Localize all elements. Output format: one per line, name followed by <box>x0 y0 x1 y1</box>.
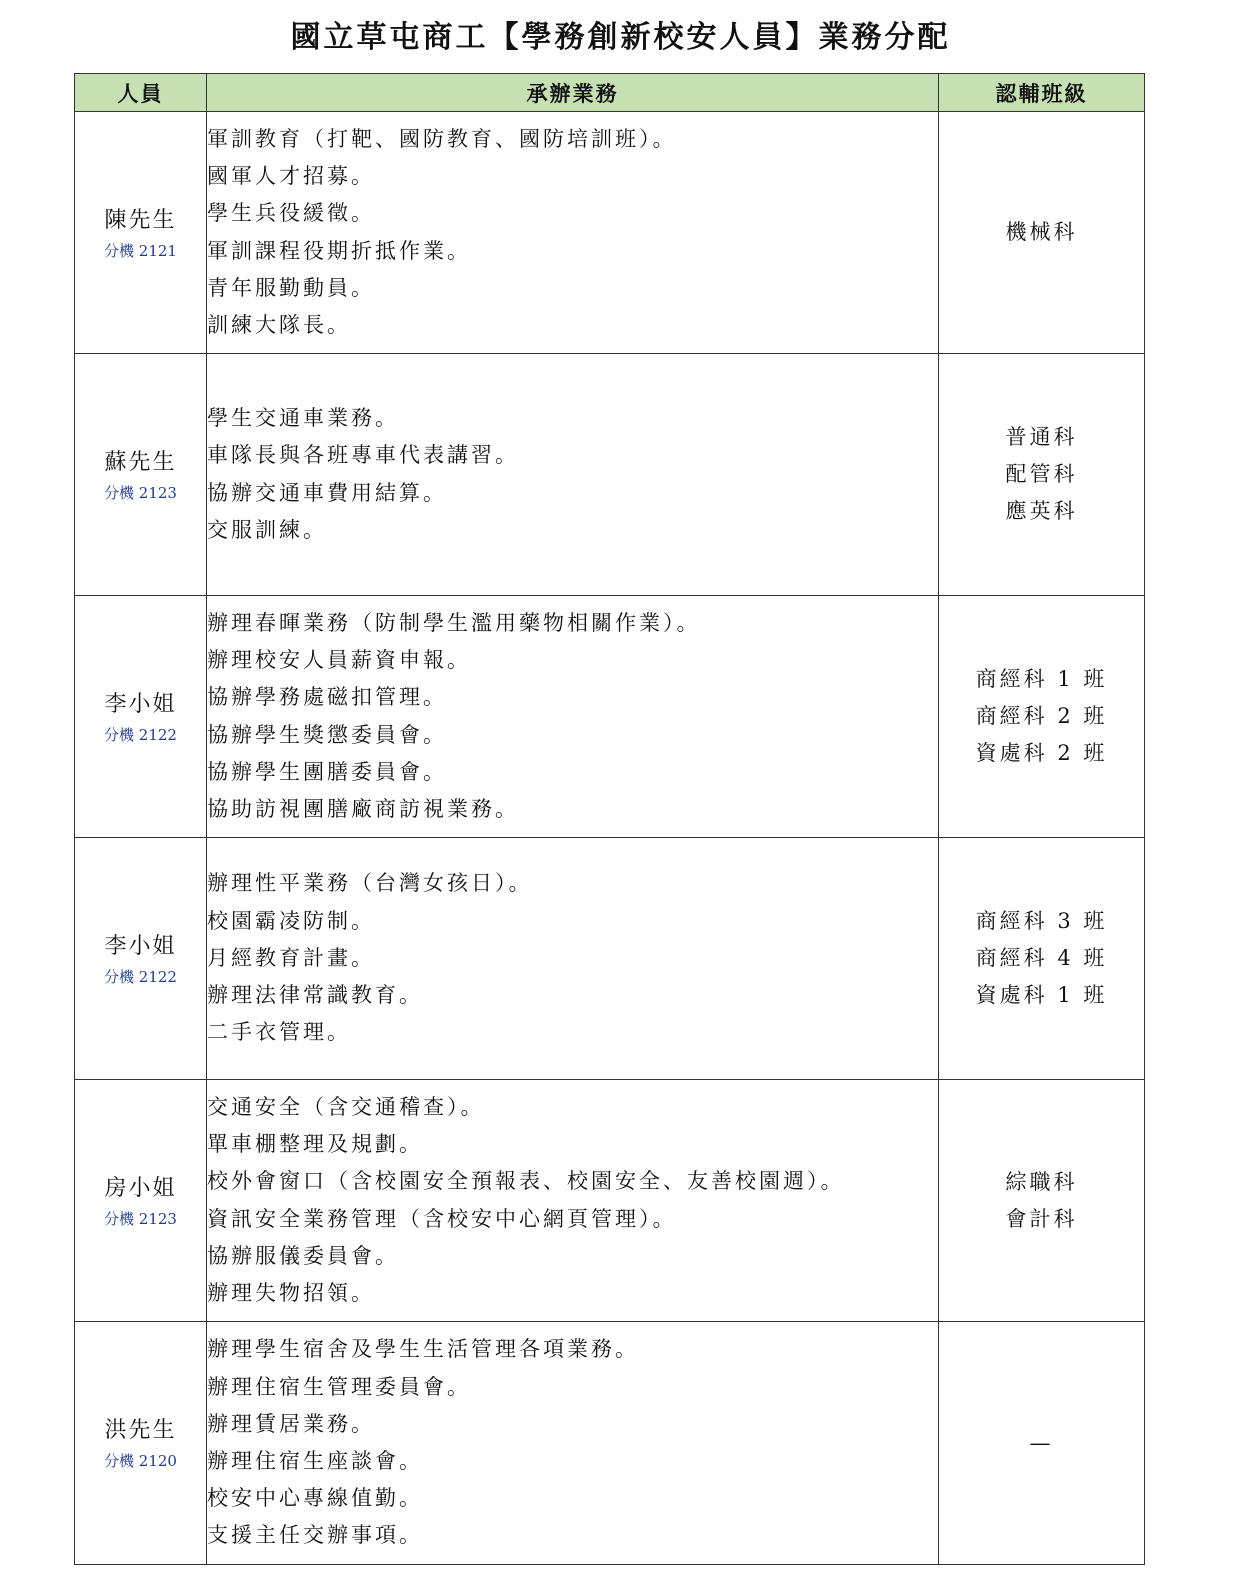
duty-item: 校安中心專線值勤。 <box>207 1486 423 1511</box>
classes-cell <box>939 1322 1145 1565</box>
duty-item: 訓練大隊長。 <box>207 312 351 337</box>
duties-cell <box>207 354 939 596</box>
table-header-row <box>75 74 1145 112</box>
header-classes: 認輔班級 <box>939 74 1145 112</box>
person-cell <box>75 354 207 596</box>
duty-item: 支援主任交辦事項。 <box>207 1523 423 1548</box>
table-body <box>75 112 1145 1565</box>
duty-item: 協辦學生團膳委員會。 <box>207 759 447 784</box>
classes-cell <box>939 838 1145 1080</box>
duty-item: 辦理學生宿舍及學生生活管理各項業務。 <box>207 1337 639 1362</box>
duty-item: 辦理失物招領。 <box>207 1280 375 1305</box>
class-item: 會計科 <box>1005 1206 1078 1231</box>
duty-item: 軍訓教育（打靶、國防教育、國防培訓班）。 <box>207 126 677 151</box>
extension-number: 分機 2121 <box>104 241 177 260</box>
duties-cell <box>207 1322 939 1565</box>
table-row <box>75 838 1145 1080</box>
extension-number: 分機 2122 <box>104 967 177 986</box>
duty-item: 校外會窗口（含校園安全預報表、校園安全、友善校園週）。 <box>207 1169 845 1194</box>
classes-cell <box>939 354 1145 596</box>
extension-number: 分機 2120 <box>104 1452 177 1470</box>
duty-item: 國軍人才招募。 <box>207 164 375 189</box>
duty-item: 協辦學務處磁扣管理。 <box>207 685 447 710</box>
extension-number: 分機 2123 <box>104 1209 177 1228</box>
person-cell <box>75 1322 207 1565</box>
duty-item: 辦理賃居業務。 <box>207 1411 375 1436</box>
classes-cell <box>939 1080 1145 1322</box>
person-cell <box>75 838 207 1080</box>
duty-item: 校園霸凌防制。 <box>207 908 375 933</box>
duty-item: 青年服勤動員。 <box>207 275 375 300</box>
duty-item: 協助訪視團膳廠商訪視業務。 <box>207 796 519 821</box>
duty-item: 辦理法律常識教育。 <box>207 983 423 1008</box>
class-item: 商經科 3 班 <box>975 909 1108 933</box>
header-duties: 承辦業務 <box>207 74 939 112</box>
class-item: 資處科 1 班 <box>975 983 1108 1007</box>
duty-assignment-table <box>74 73 1145 1565</box>
person-name: 李小姐 <box>104 933 177 959</box>
duty-item: 二手衣管理。 <box>207 1020 351 1045</box>
duty-item: 辦理性平業務（台灣女孩日）。 <box>207 871 533 896</box>
duty-item: 辦理住宿生管理委員會。 <box>207 1374 471 1399</box>
duty-item: 車隊長與各班專車代表講習。 <box>207 443 519 468</box>
class-item: — <box>1029 1430 1054 1455</box>
class-item: 綜職科 <box>1005 1169 1078 1194</box>
person-name: 房小姐 <box>104 1175 177 1201</box>
duties-cell <box>207 112 939 354</box>
class-item: 商經科 2 班 <box>975 704 1108 728</box>
classes-cell <box>939 112 1145 354</box>
person-name: 洪先生 <box>104 1418 177 1443</box>
duty-item: 學生交通車業務。 <box>207 406 399 431</box>
class-item: 商經科 4 班 <box>975 946 1108 970</box>
duty-item: 協辦學生獎懲委員會。 <box>207 722 447 747</box>
person-cell <box>75 112 207 354</box>
duty-item: 軍訓課程役期折抵作業。 <box>207 238 471 263</box>
class-item: 配管科 <box>1005 462 1078 486</box>
class-item: 商經科 1 班 <box>975 667 1108 691</box>
table-row <box>75 1080 1145 1322</box>
person-name: 李小姐 <box>104 691 177 717</box>
table-row <box>75 112 1145 354</box>
classes-cell <box>939 596 1145 838</box>
duty-item: 單車棚整理及規劃。 <box>207 1132 423 1157</box>
table-row <box>75 596 1145 838</box>
duty-item: 協辦交通車費用結算。 <box>207 480 447 505</box>
table-row <box>75 354 1145 596</box>
duty-item: 協辦服儀委員會。 <box>207 1243 399 1268</box>
duty-item: 交通安全（含交通稽查）。 <box>207 1094 485 1119</box>
extension-number: 分機 2122 <box>104 725 177 744</box>
class-item: 應英科 <box>1005 499 1078 523</box>
person-cell <box>75 596 207 838</box>
class-item: 普通科 <box>1005 425 1078 449</box>
class-item: 資處科 2 班 <box>975 741 1108 765</box>
duty-item: 辦理春暉業務（防制學生濫用藥物相關作業）。 <box>207 610 701 635</box>
header-person: 人員 <box>75 74 207 112</box>
table-row <box>75 1322 1145 1565</box>
duty-item: 資訊安全業務管理（含校安中心網頁管理）。 <box>207 1206 677 1231</box>
duty-item: 辦理校安人員薪資申報。 <box>207 648 471 673</box>
page-title: 國立草屯商工【學務創新校安人員】業務分配 <box>290 20 951 55</box>
duties-cell <box>207 596 939 838</box>
person-name: 陳先生 <box>104 207 177 233</box>
person-cell <box>75 1080 207 1322</box>
duties-cell <box>207 838 939 1080</box>
duty-item: 辦理住宿生座談會。 <box>207 1449 423 1473</box>
duty-item: 交服訓練。 <box>207 517 327 542</box>
duty-item: 月經教育計畫。 <box>207 945 375 970</box>
duty-item: 學生兵役緩徵。 <box>207 201 375 226</box>
class-item: 機械科 <box>1005 220 1078 244</box>
duties-cell <box>207 1080 939 1322</box>
person-name: 蘇先生 <box>104 449 177 475</box>
extension-number: 分機 2123 <box>104 483 177 502</box>
